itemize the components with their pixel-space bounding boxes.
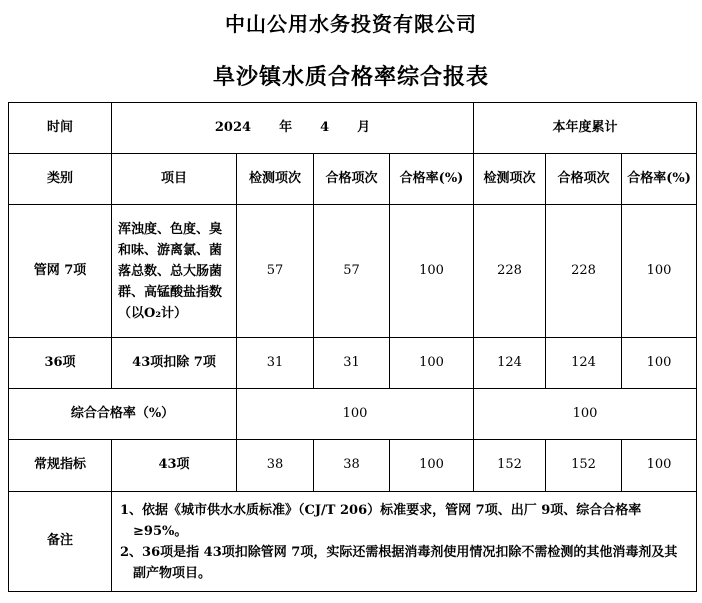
table-row: [9, 205, 697, 338]
col-ytd-tests: 检测项次: [474, 154, 546, 205]
notes-label: 备注: [9, 492, 112, 592]
routine-passed: 38: [314, 440, 390, 492]
routine-ytd-passed: 152: [546, 440, 622, 492]
routine-tests: 38: [237, 440, 314, 492]
row-category: 管网 7项: [9, 205, 112, 338]
report-title: 阜沙镇水质合格率综合报表: [212, 64, 489, 90]
routine-row: [9, 440, 697, 492]
routine-rate: 100: [390, 440, 474, 492]
row-items: 43项扣除 7项: [112, 338, 237, 389]
period-year: 2024: [214, 119, 252, 135]
row-passed: 57: [314, 205, 390, 338]
composite-month-value: 100: [237, 389, 474, 440]
note-line-2: 2、36项是指 43项扣除管网 7项，实际还需根据消毒剂使用情况扣除不需检测的其他消毒剂及其副产物项目。: [120, 544, 678, 581]
routine-ytd-rate: 100: [622, 440, 697, 492]
col-ytd-passed: 合格项次: [546, 154, 622, 205]
row-ytd-tests: 124: [474, 338, 546, 389]
note-line-1: 1、依据《城市供水水质标准》（CJ/T 206）标准要求，管网 7项、出厂 9项、综合合格率≥95%。: [120, 502, 642, 539]
col-rate: 合格率(%): [390, 154, 474, 205]
row-tests: 57: [237, 205, 314, 338]
composite-ytd-value: 100: [474, 389, 697, 440]
row-passed: 31: [314, 338, 390, 389]
org-name: 中山公用水务投资有限公司: [225, 12, 477, 36]
routine-ytd-tests: 152: [474, 440, 546, 492]
col-item: 项目: [112, 154, 237, 205]
row-ytd-rate: 100: [622, 205, 697, 338]
composite-row: [9, 389, 697, 440]
notes-content: [112, 492, 697, 592]
row-category: 36项: [9, 338, 112, 389]
col-passed: 合格项次: [314, 154, 390, 205]
routine-items: 43项: [112, 440, 237, 492]
period-row: [9, 103, 697, 154]
row-ytd-rate: 100: [622, 338, 697, 389]
row-ytd-tests: 228: [474, 205, 546, 338]
row-ytd-passed: 124: [546, 338, 622, 389]
row-ytd-passed: 228: [546, 205, 622, 338]
period-month-unit: 月: [357, 119, 371, 135]
table-row: [9, 338, 697, 389]
row-rate: 100: [390, 205, 474, 338]
notes-row: [9, 492, 697, 592]
row-items: 浑浊度、色度、臭和味、游离氯、菌落总数、总大肠菌群、高锰酸盐指数（以O₂计）: [112, 205, 237, 338]
col-category: 类别: [9, 154, 112, 205]
cumulative-label: 本年度累计: [474, 103, 697, 154]
composite-label: 综合合格率（%）: [9, 389, 237, 440]
column-header-row: [9, 154, 697, 205]
period-month: 4: [320, 119, 330, 135]
row-rate: 100: [390, 338, 474, 389]
routine-category: 常规指标: [9, 440, 112, 492]
period-value: [112, 103, 474, 154]
water-quality-table: [8, 102, 697, 592]
row-tests: 31: [237, 338, 314, 389]
col-tests: 检测项次: [237, 154, 314, 205]
col-ytd-rate: 合格率(%): [622, 154, 697, 205]
time-label: 时间: [9, 103, 112, 154]
period-year-unit: 年: [279, 119, 293, 135]
